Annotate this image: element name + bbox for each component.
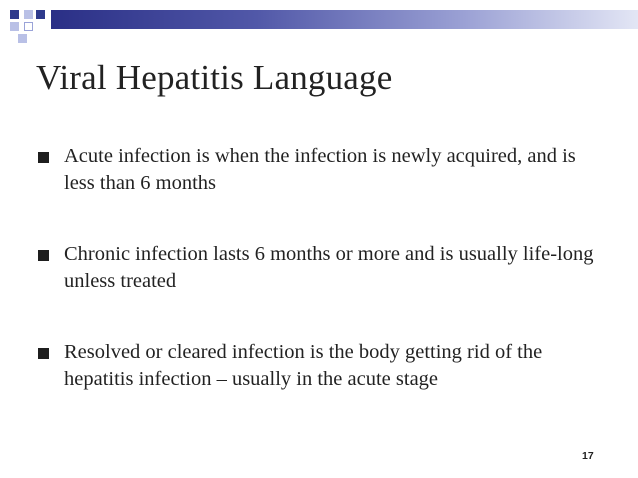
square-bullet-icon xyxy=(38,250,49,261)
decor-square-5 xyxy=(24,22,33,31)
bullet-item xyxy=(38,143,608,197)
square-bullet-icon xyxy=(38,348,49,359)
decor-square-6 xyxy=(18,34,27,43)
bullet-list xyxy=(38,143,608,437)
square-bullet-icon xyxy=(38,152,49,163)
page-number: 17 xyxy=(582,450,594,462)
bullet-text: Resolved or cleared infection is the body getting rid of the hepatitis infection – usually in the acute stage xyxy=(64,341,543,390)
bullet-item xyxy=(38,241,608,295)
header-gradient-bar xyxy=(51,10,638,29)
bullet-text: Acute infection is when the infection is newly acquired, and is less than 6 months xyxy=(64,145,576,194)
bullet-text: Chronic infection lasts 6 months or more and is usually life-long unless treated xyxy=(64,243,594,292)
decor-square-2 xyxy=(24,10,33,19)
decor-square-3 xyxy=(36,10,45,19)
bullet-item xyxy=(38,339,608,393)
decor-square-4 xyxy=(10,22,19,31)
decor-square-1 xyxy=(10,10,19,19)
slide-title: Viral Hepatitis Language xyxy=(36,58,393,97)
